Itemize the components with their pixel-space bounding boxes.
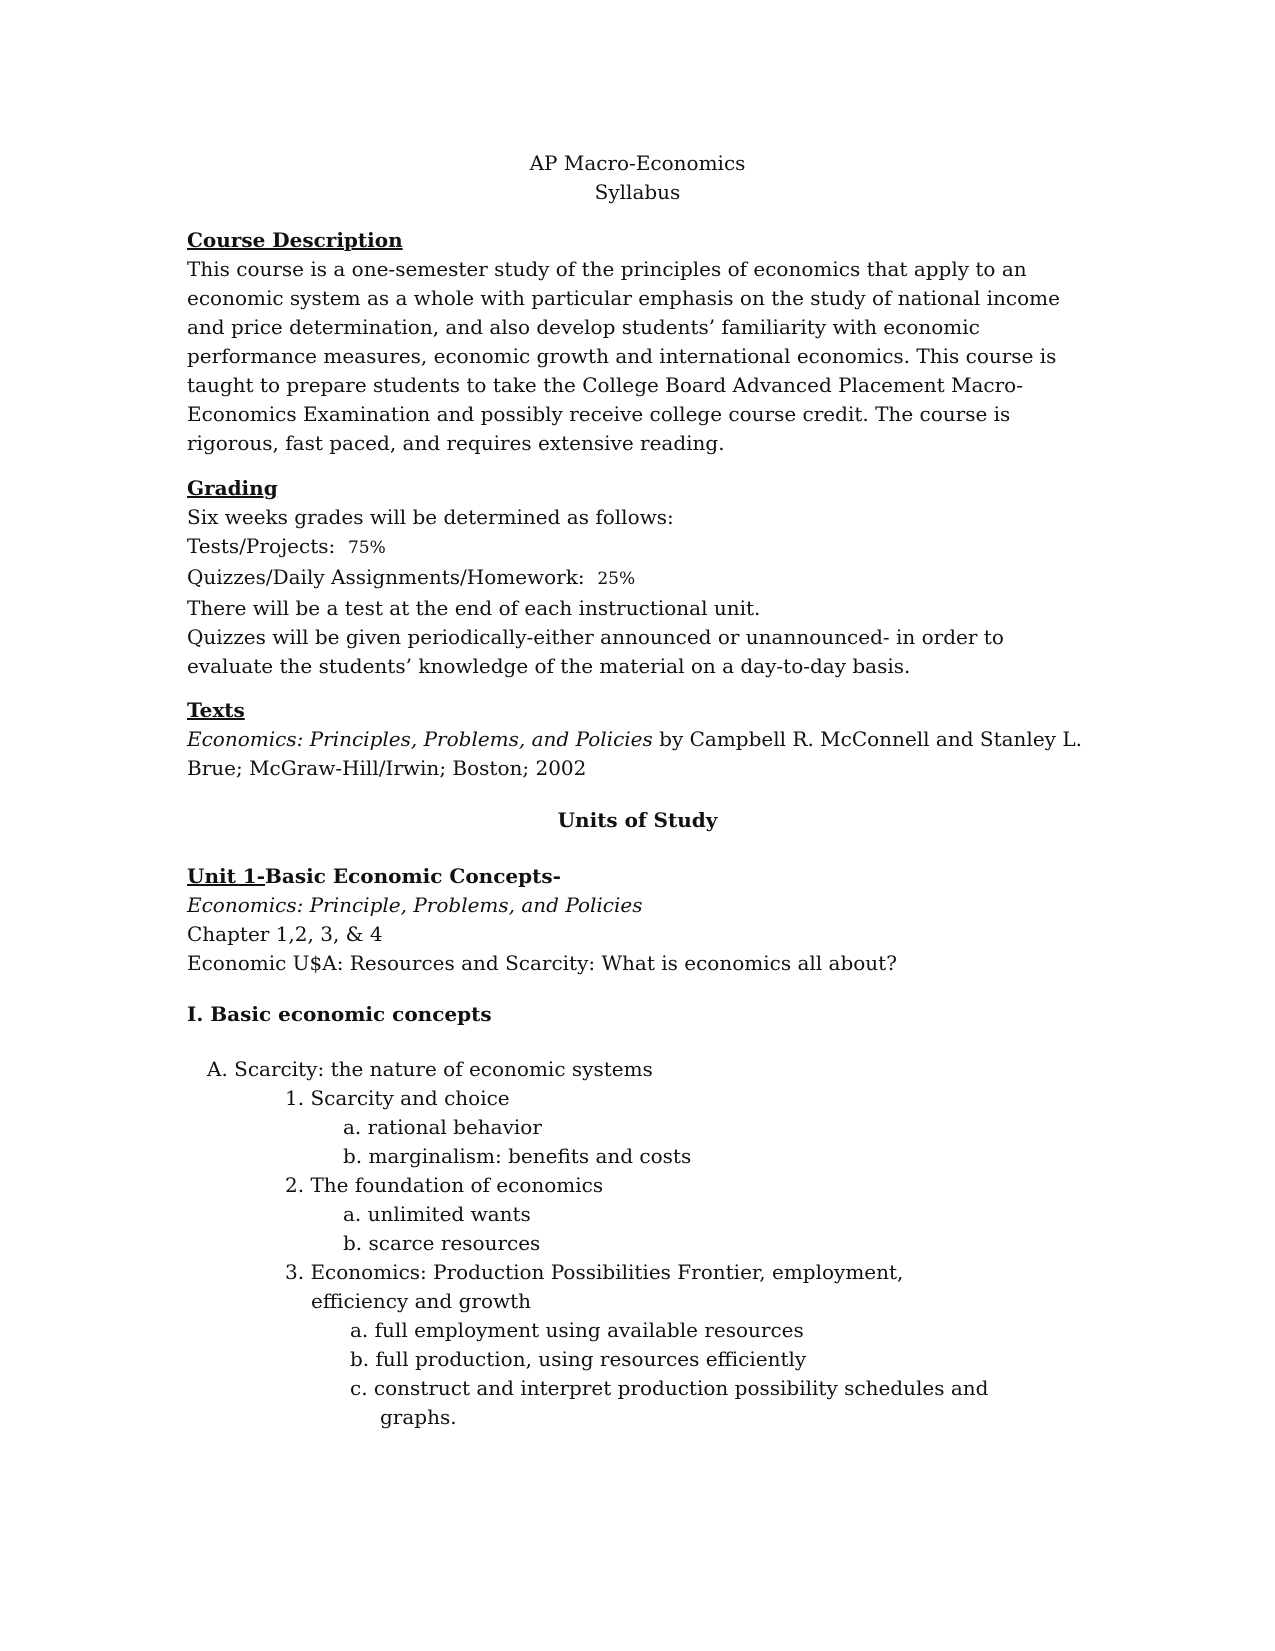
unit-1-label: Unit 1-	[187, 864, 265, 888]
outline-item-3a: a. full employment using available resources	[350, 1318, 804, 1342]
grading-quizzes-row	[187, 563, 1097, 594]
unit-1-book: Economics: Principle, Problems, and Policies	[187, 893, 643, 917]
description-line: taught to prepare students to take the College Board Advanced Placement Macro-	[187, 373, 1023, 397]
page-title: AP Macro-Economics	[529, 151, 746, 175]
description-line: economic system as a whole with particular emphasis on the study of national income	[187, 286, 1060, 310]
textbook-authors: by Campbell R. McConnell and Stanley L.	[652, 727, 1082, 751]
grading-tests-label: Tests/Projects:	[187, 534, 336, 558]
grading-quizzes-value: 25%	[597, 569, 636, 589]
grading-quizzes-label: Quizzes/Daily Assignments/Homework:	[187, 565, 585, 589]
texts-section	[187, 696, 1097, 783]
unit-1-heading	[187, 862, 1097, 891]
outline-item-1: 1. Scarcity and choice	[285, 1086, 510, 1110]
outline-item-3-cont: efficiency and growth	[311, 1289, 532, 1313]
textbook-line	[187, 725, 1097, 754]
outline-heading-block	[187, 1000, 1097, 1029]
outline-item-2b: b. scarce resources	[343, 1231, 541, 1255]
description-line: rigorous, fast paced, and requires extensive reading.	[187, 431, 725, 455]
textbook-title: Economics: Principles, Problems, and Policies	[187, 727, 653, 751]
outline-item-2: 2. The foundation of economics	[285, 1173, 604, 1197]
outline-item-3: 3. Economics: Production Possibilities Frontier, employment,	[285, 1260, 904, 1284]
grading-quiz-line: evaluate the students’ knowledge of the material on a day-to-day basis.	[187, 654, 911, 678]
grading-section	[187, 474, 1097, 681]
page-subtitle: Syllabus	[594, 180, 681, 204]
course-description-heading: Course Description	[187, 228, 403, 252]
outline-item-1a: a. rational behavior	[343, 1115, 542, 1139]
grading-heading: Grading	[187, 476, 278, 500]
description-line: performance measures, economic growth and international economics. This course is	[187, 344, 1057, 368]
description-line: This course is a one-semester study of the principles of economics that apply to an	[187, 257, 1027, 281]
outline-item-1b: b. marginalism: benefits and costs	[343, 1144, 692, 1168]
outline-item-2a: a. unlimited wants	[343, 1202, 531, 1226]
units-of-study-heading: Units of Study	[557, 808, 718, 832]
outline-item-A: A. Scarcity: the nature of economic systems	[207, 1057, 653, 1081]
unit-1-chapters: Chapter 1,2, 3, & 4	[187, 922, 383, 946]
grading-tests-value: 75%	[347, 538, 386, 558]
course-description-section	[187, 226, 1097, 458]
textbook-publisher: Brue; McGraw-Hill/Irwin; Boston; 2002	[187, 756, 587, 780]
title-block	[0, 149, 1275, 207]
grading-tests-row	[187, 532, 1097, 563]
outline-item-3c-cont: graphs.	[380, 1405, 457, 1429]
outline-item-3c: c. construct and interpret production possibility schedules and	[350, 1376, 989, 1400]
description-line: Economics Examination and possibly receive college course credit. The course is	[187, 402, 1011, 426]
unit-1-video: Economic U$A: Resources and Scarcity: What is economics all about?	[187, 951, 897, 975]
unit-1-section	[187, 862, 1097, 978]
grading-quiz-line: Quizzes will be given periodically-either announced or unannounced- in order to	[187, 625, 1004, 649]
grading-intro: Six weeks grades will be determined as follows:	[187, 505, 674, 529]
unit-1-title: Basic Economic Concepts-	[265, 864, 561, 888]
texts-heading: Texts	[187, 698, 245, 722]
grading-test-line: There will be a test at the end of each instructional unit.	[187, 596, 761, 620]
description-line: and price determination, and also develop students’ familiarity with economic	[187, 315, 980, 339]
outline-list	[187, 1055, 1087, 1432]
outline-item-3b: b. full production, using resources efficiently	[350, 1347, 807, 1371]
outline-heading: I. Basic economic concepts	[187, 1002, 492, 1026]
